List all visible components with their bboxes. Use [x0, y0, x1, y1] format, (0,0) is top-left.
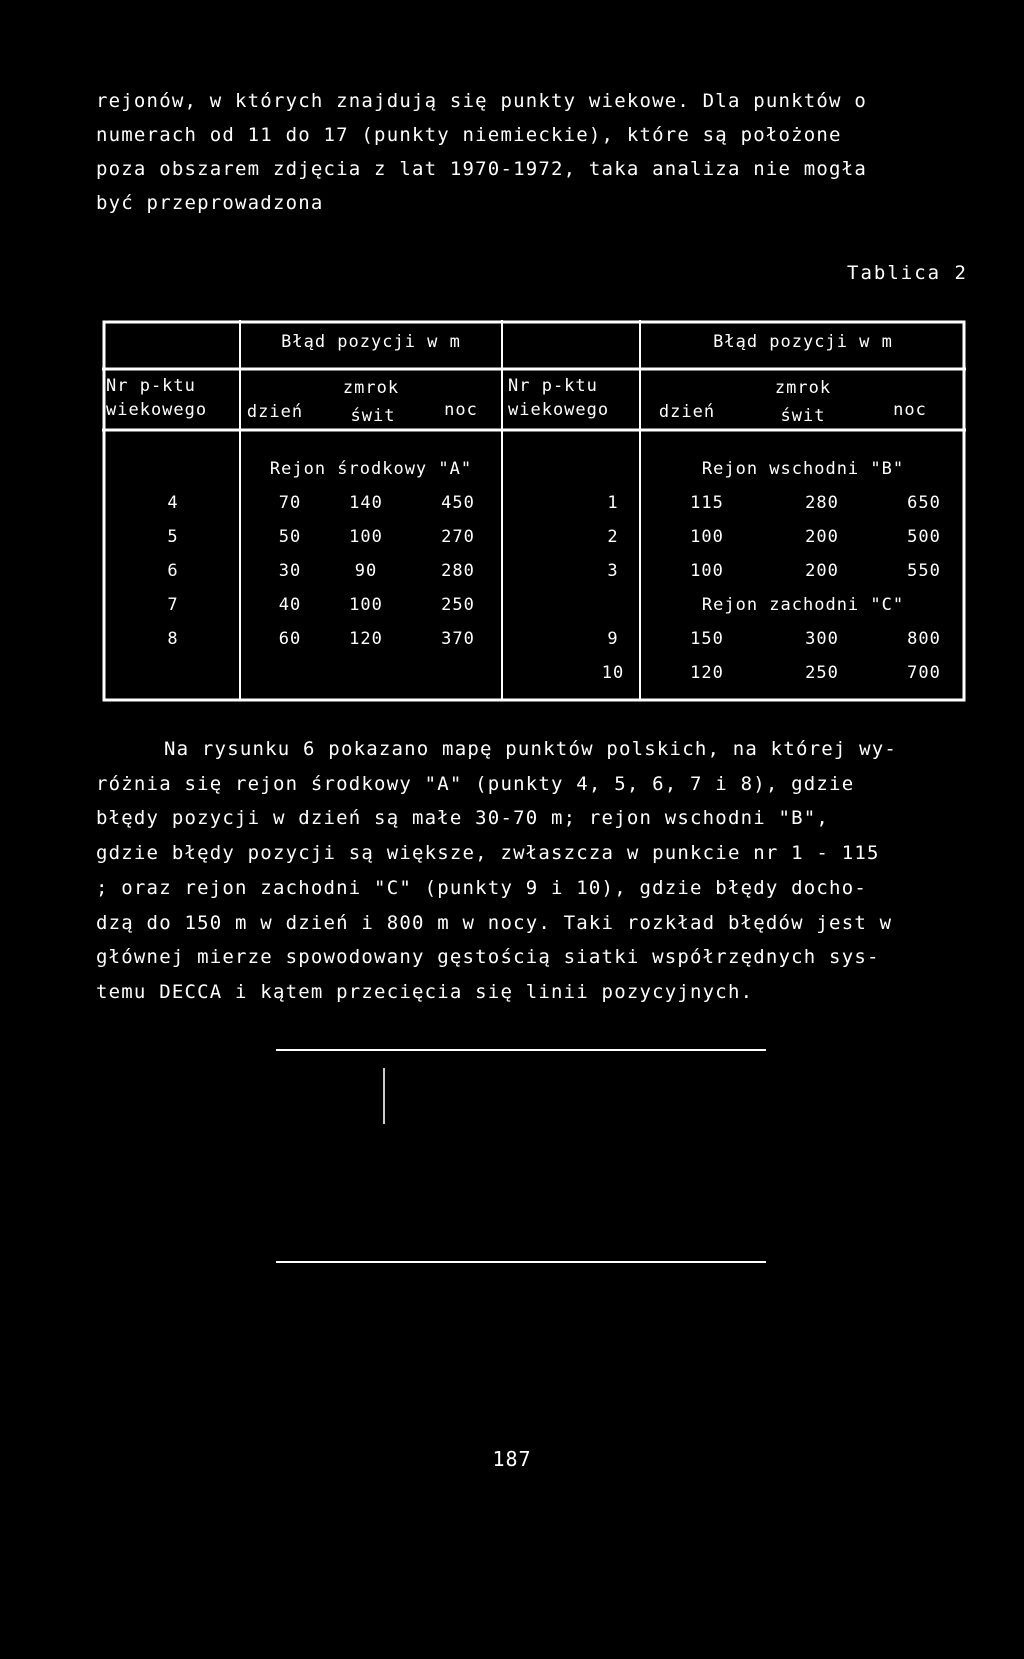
right-row-point: 1 [607, 493, 619, 513]
left-col-point-header: Nr p-ktu [106, 376, 196, 396]
right-col-dawn-header: świt [780, 406, 826, 426]
right-col-point-header-2: wiekowego [508, 400, 610, 420]
page-number: 187 [492, 1447, 532, 1471]
left-row-point: 7 [167, 595, 179, 615]
left-col-point-header-2: wiekowego [106, 400, 208, 420]
right-row-point: 2 [607, 527, 619, 547]
right-group-header: Błąd pozycji w m [713, 332, 893, 352]
body-line: różnia się rejon środkowy "A" (punkty 4, 5, 6, 7 i 8), gdzie [96, 772, 855, 795]
region-c-header: Rejon zachodni "C" [701, 595, 905, 615]
right-row-night: 500 [907, 527, 941, 547]
right-row-night: 800 [907, 629, 941, 649]
body-line: temu DECCA i kątem przecięcia się linii pozycyjnych. [96, 980, 754, 1003]
table-caption: Tablica 2 [847, 262, 968, 284]
right-row-day: 115 [690, 493, 724, 513]
left-row-day: 50 [278, 527, 302, 547]
left-row-dusk: 90 [354, 561, 378, 581]
left-row-night: 370 [441, 629, 475, 649]
right-col-night-header: noc [893, 400, 927, 420]
right-row-point: 3 [607, 561, 619, 581]
right-col-point-header: Nr p-ktu [508, 376, 598, 396]
right-row-dusk: 300 [805, 629, 839, 649]
left-row-night: 450 [441, 493, 475, 513]
separator-line-top [276, 1049, 766, 1051]
body-line: głównej mierze spowodowany gęstością siatki współrzędnych sys- [96, 946, 880, 969]
left-row-dusk: 120 [349, 629, 383, 649]
right-row-day: 120 [690, 663, 724, 683]
region-b-header: Rejon wschodni "B" [701, 459, 905, 479]
right-row-dusk: 200 [805, 561, 839, 581]
intro-paragraph [96, 84, 972, 220]
intro-line: rejonów, w których znajdują się punkty wiekowe. Dla punktów o [96, 90, 867, 112]
right-row-day: 100 [690, 561, 724, 581]
left-row-night: 280 [441, 561, 475, 581]
intro-line: poza obszarem zdjęcia z lat 1970-1972, taka analiza nie mogła [96, 158, 867, 180]
right-row-day: 150 [690, 629, 724, 649]
error-table [102, 320, 966, 704]
right-row-dusk: 280 [805, 493, 839, 513]
body-line: błędy pozycji w dzień są małe 30-70 m; rejon wschodni "B", [96, 807, 830, 830]
right-row-night: 650 [907, 493, 941, 513]
body-line: dzą do 150 m w dzień i 800 m w nocy. Taki rozkład błędów jest w [96, 911, 893, 934]
left-row-night: 270 [441, 527, 475, 547]
intro-line: numerach od 11 do 17 (punkty niemieckie), które są położone [96, 124, 842, 146]
scan-mark [383, 1068, 385, 1124]
left-col-dawn-header: świt [350, 406, 396, 426]
left-row-point: 8 [167, 629, 179, 649]
right-col-dusk-header: zmrok [774, 378, 832, 398]
right-row-point: 10 [601, 663, 625, 683]
region-a-header: Rejon środkowy "A" [269, 459, 473, 479]
right-row-point: 9 [607, 629, 619, 649]
left-group-header: Błąd pozycji w m [281, 332, 461, 352]
left-col-dusk-header: zmrok [342, 378, 400, 398]
right-row-night: 550 [907, 561, 941, 581]
separator-line-bottom [276, 1261, 766, 1263]
left-col-day-header: dzień [246, 402, 304, 422]
left-row-point: 4 [167, 493, 179, 513]
body-paragraph [96, 732, 972, 1010]
left-row-point: 6 [167, 561, 179, 581]
right-col-day-header: dzień [658, 402, 716, 422]
body-line: ; oraz rejon zachodni "C" (punkty 9 i 10), gdzie błędy docho- [96, 876, 867, 899]
body-line: gdzie błędy pozycji są większe, zwłaszcza w punkcie nr 1 - 115 [96, 842, 880, 865]
right-row-dusk: 250 [805, 663, 839, 683]
left-row-night: 250 [441, 595, 475, 615]
left-row-point: 5 [167, 527, 179, 547]
body-line: Na rysunku 6 pokazano mapę punktów polskich, na której wy- [164, 738, 898, 760]
left-row-day: 40 [278, 595, 302, 615]
left-row-dusk: 100 [349, 595, 383, 615]
left-row-day: 70 [278, 493, 302, 513]
left-row-day: 60 [278, 629, 302, 649]
left-row-day: 30 [278, 561, 302, 581]
left-row-dusk: 100 [349, 527, 383, 547]
right-row-day: 100 [690, 527, 724, 547]
left-row-dusk: 140 [349, 493, 383, 513]
right-row-night: 700 [907, 663, 941, 683]
right-row-dusk: 200 [805, 527, 839, 547]
left-col-night-header: noc [444, 400, 478, 420]
intro-line: być przeprowadzona [96, 192, 324, 214]
